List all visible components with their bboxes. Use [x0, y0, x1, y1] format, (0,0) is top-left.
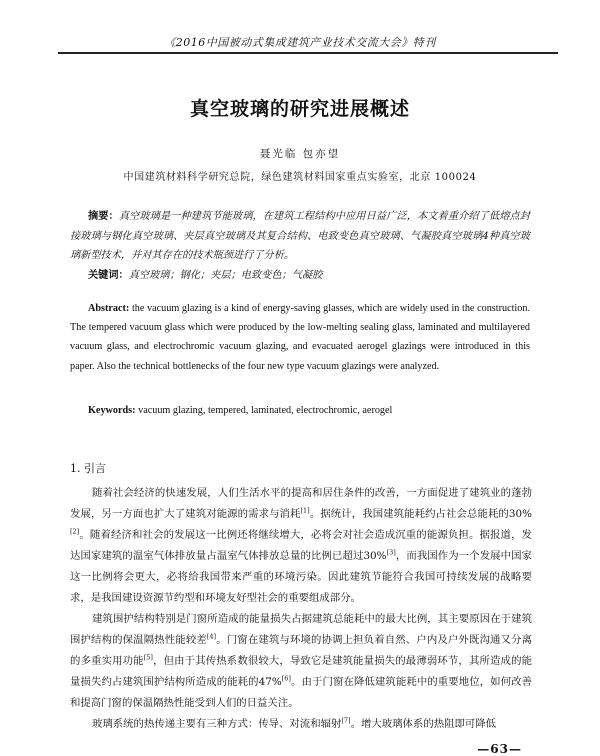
- keywords-cn: [88, 266, 530, 281]
- abstract-en-text: the vacuum glazing is a kind of energy-saving glasses, which are widely used in the construction. The tempered vacuum glass which were produced by the low-melting sealing glass, laminated and multilayered vacuum glass, and electrochromic vacuum glazing, and evacuated aerogel glazings were introduced in this paper. Also the technical bottlenecks of the four new type vacuum glazings were analyzed.: [70, 303, 530, 372]
- paper-affiliation: 中国建筑材料科学研究总院，绿色建筑材料国家重点实验室，北京 100024: [123, 172, 477, 183]
- paper-authors: 聂光临 包亦望: [259, 148, 341, 160]
- body-paragraph: [70, 609, 532, 714]
- body-paragraph: [70, 483, 532, 609]
- citation: [4]: [206, 632, 217, 641]
- keywords-en-text: vacuum glazing, tempered, laminated, electrochromic, aerogel: [138, 405, 393, 416]
- page-number: —63—: [477, 742, 522, 756]
- header-rule: [58, 52, 558, 54]
- body-text-run: 。增大玻璃体系的热阻即可降低: [350, 718, 497, 730]
- abstract-en: [70, 299, 530, 376]
- keywords-en: [88, 405, 540, 416]
- paper-title: 真空玻璃的研究进展概述: [189, 98, 410, 120]
- abstract-cn-text: 真空玻璃是一种建筑节能玻璃，在建筑工程结构中应用日益广泛，本文着重介绍了低熔点封接玻璃与钢化真空玻璃、夹层真空玻璃及其复合结构、电致变色真空玻璃、气凝胶真空玻璃4种真空玻璃新型技术，并对其存在的技术瓶颈进行了分析。: [70, 211, 530, 261]
- citation: [1]: [300, 506, 310, 515]
- running-header: 《2016中国被动式集成建筑产业技术交流大会》特刊: [164, 36, 436, 49]
- body-text-run: 。由于门窗在降低建筑能耗中的重要地位，如何改善和提高门窗的保温隔热性能受到人们的日益关注。: [70, 676, 533, 709]
- citation: [3]: [386, 548, 396, 557]
- section-heading: 1. 引言: [70, 462, 106, 475]
- keywords-cn-text: 真空玻璃；钢化；夹层；电致变色；气凝胶: [128, 270, 323, 281]
- body-text: [70, 483, 532, 735]
- body-text-run: 随着社会经济的快速发展，人们生活水平的提高和居住条件的改善，一方面促进了建筑业的蓬勃发展，另一方面也扩大了建筑对能源的需求与消耗: [70, 487, 532, 520]
- keywords-en-label: Keywords:: [88, 405, 136, 416]
- body-text-run: 。门窗在建筑与环境的协调上担负着自然、户内及户外既沟通又分离的多重实用功能: [70, 634, 533, 667]
- keywords-cn-label: 关键词：: [88, 269, 129, 281]
- abstract-en-label: Abstract:: [88, 303, 130, 314]
- body-text-run: 玻璃系统的热传递主要有三种方式：传导、对流和辐射: [92, 718, 342, 730]
- citation: [6]: [281, 674, 291, 683]
- citation: [5]: [143, 653, 153, 662]
- abstract-cn: [70, 207, 530, 266]
- body-text-run: 建筑围护结构特别是门窗所造成的能量损失占据建筑总能耗中的最大比例，其主要原因在于建筑围护结构的保温隔热性能较差: [70, 613, 532, 646]
- body-paragraph: [70, 714, 532, 735]
- citation: [2]: [70, 527, 80, 536]
- body-text-run: 。据统计，我国建筑能耗约占社会总能耗的30%: [309, 508, 532, 520]
- citation: [7]: [341, 716, 351, 725]
- body-text-run: ，而我国作为一个发展中国家这一比例将会更大，必将给我国带来严重的环境污染。因此建筑节能符合我国可持续发展的战略要求，是我国建设资源节约型和环境友好型社会的重要组成部分。: [70, 550, 533, 604]
- abstract-cn-label: 摘要：: [88, 210, 119, 222]
- body-text-run: ，但由于其传热系数很较大，导致它是建筑能量损失的最薄弱环节，其所造成的能量损失约占建筑围护结构所造成的能耗的47%: [70, 655, 533, 688]
- body-text-run: 。随着经济和社会的发展这一比例还将继续增大，必将会对社会造成沉重的能源负担。据报道，发达国家建筑的温室气体排放量占温室气体排放总量的比例已超过30%: [70, 529, 532, 562]
